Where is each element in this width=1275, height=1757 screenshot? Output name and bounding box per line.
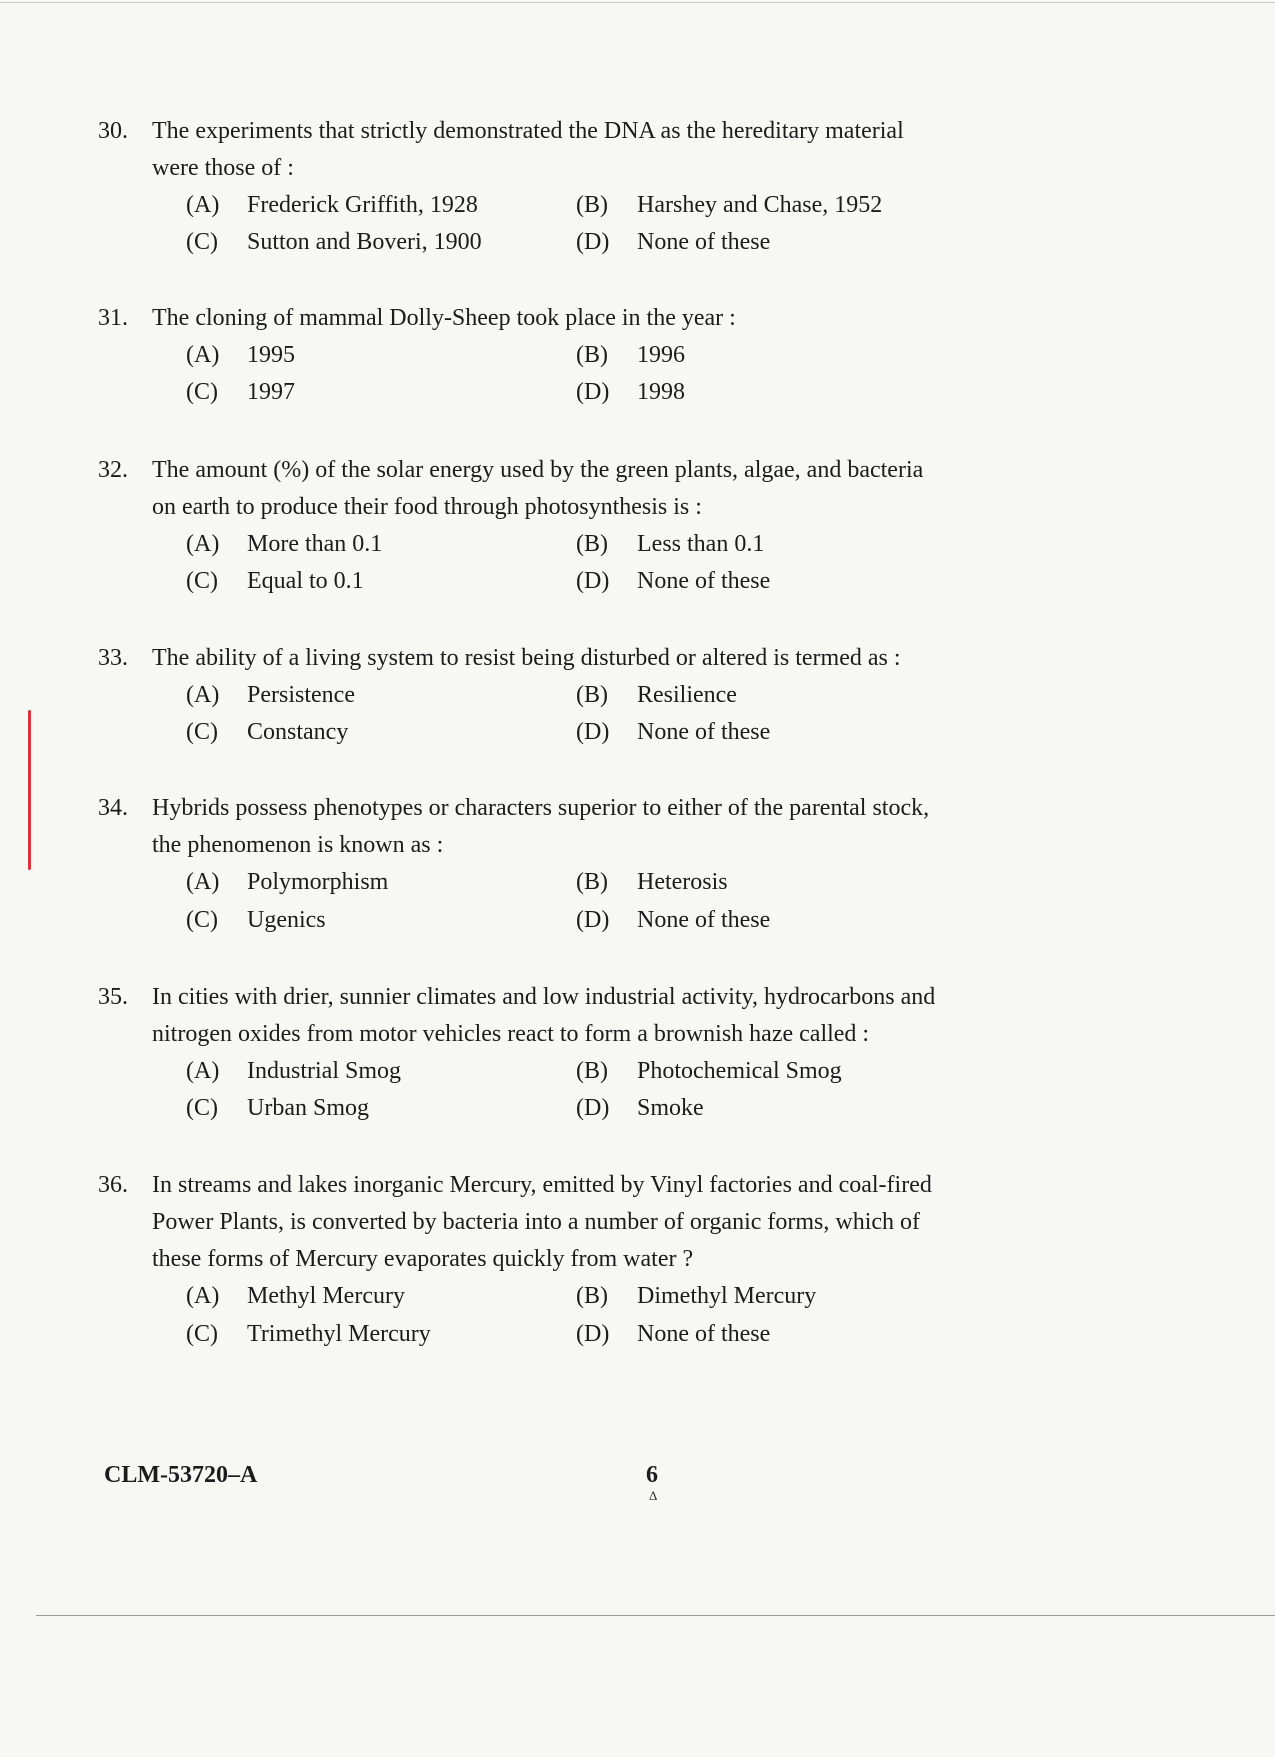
options-list (186, 677, 948, 751)
question-36 (98, 1167, 948, 1352)
red-margin-mark (28, 710, 31, 870)
question-number: 30. (98, 118, 128, 144)
option-b[interactable]: (B) Resilience (576, 682, 737, 708)
options-list (186, 864, 948, 938)
option-b[interactable]: (B) 1996 (576, 342, 685, 368)
option-d[interactable]: (D) None of these (576, 907, 771, 933)
option-d[interactable]: (D) 1998 (576, 379, 685, 405)
option-a[interactable]: (A) Methyl Mercury (186, 1283, 405, 1309)
question-text: The cloning of mammal Dolly-Sheep took place in the year : (152, 305, 736, 331)
question-text: The ability of a living system to resist being disturbed or altered is termed as : (152, 645, 901, 671)
option-c[interactable]: (C) Ugenics (186, 907, 326, 933)
question-text: In cities with drier, sunnier climates and low industrial activity, hydrocarbons and nitrogen oxides from motor vehicles react to form a brownish haze called : (152, 984, 936, 1047)
question-text: Hybrids possess phenotypes or characters superior to either of the parental stock, the phenomenon is known as : (152, 795, 930, 858)
question-33 (98, 640, 948, 751)
options-list (186, 1053, 948, 1127)
option-d[interactable]: (D) None of these (576, 229, 771, 255)
question-31 (98, 300, 948, 411)
option-b[interactable]: (B) Harshey and Chase, 1952 (576, 192, 883, 218)
option-a[interactable]: (A) Industrial Smog (186, 1058, 401, 1084)
question-number: 32. (98, 457, 128, 483)
options-list (186, 526, 948, 600)
bottom-border-line (36, 1615, 1275, 1616)
option-b[interactable]: (B) Less than 0.1 (576, 531, 765, 557)
question-number: 33. (98, 645, 128, 671)
option-a[interactable]: (A) Frederick Griffith, 1928 (186, 192, 478, 218)
option-b[interactable]: (B) Photochemical Smog (576, 1058, 842, 1084)
paper-code: CLM-53720–A (104, 1462, 258, 1488)
question-number: 31. (98, 305, 128, 331)
option-b[interactable]: (B) Dimethyl Mercury (576, 1283, 817, 1309)
option-d[interactable]: (D) None of these (576, 1321, 771, 1347)
option-d[interactable]: (D) None of these (576, 568, 771, 594)
question-text: In streams and lakes inorganic Mercury, emitted by Vinyl factories and coal-fired Power Plants, is converted by bacteria into a number of organic forms, which of these forms of Mercury evaporates quickly from water ? (152, 1172, 932, 1272)
option-d[interactable]: (D) None of these (576, 719, 771, 745)
option-a[interactable]: (A) Polymorphism (186, 869, 389, 895)
option-a[interactable]: (A) More than 0.1 (186, 531, 383, 557)
options-list (186, 187, 948, 261)
page-number: 6 (646, 1462, 658, 1488)
option-a[interactable]: (A) 1995 (186, 342, 295, 368)
option-c[interactable]: (C) Constancy (186, 719, 349, 745)
options-list (186, 337, 948, 411)
option-d[interactable]: (D) Smoke (576, 1095, 704, 1121)
top-border-line (0, 2, 1275, 3)
triangle-mark-icon: Δ (649, 1488, 658, 1503)
question-35 (98, 979, 948, 1127)
option-a[interactable]: (A) Persistence (186, 682, 355, 708)
question-number: 36. (98, 1172, 128, 1198)
question-text: The experiments that strictly demonstrated the DNA as the hereditary material were those of : (152, 118, 904, 181)
option-c[interactable]: (C) Urban Smog (186, 1095, 369, 1121)
options-list (186, 1278, 948, 1352)
question-number: 35. (98, 984, 128, 1010)
question-34 (98, 790, 948, 938)
option-b[interactable]: (B) Heterosis (576, 869, 728, 895)
option-c[interactable]: (C) Equal to 0.1 (186, 568, 364, 594)
question-32 (98, 452, 948, 600)
option-c[interactable]: (C) 1997 (186, 379, 295, 405)
option-c[interactable]: (C) Sutton and Boveri, 1900 (186, 229, 482, 255)
question-30 (98, 113, 948, 261)
option-c[interactable]: (C) Trimethyl Mercury (186, 1321, 431, 1347)
question-text: The amount (%) of the solar energy used by the green plants, algae, and bacteria on earth to produce their food through photosynthesis is : (152, 457, 924, 520)
question-number: 34. (98, 795, 128, 821)
